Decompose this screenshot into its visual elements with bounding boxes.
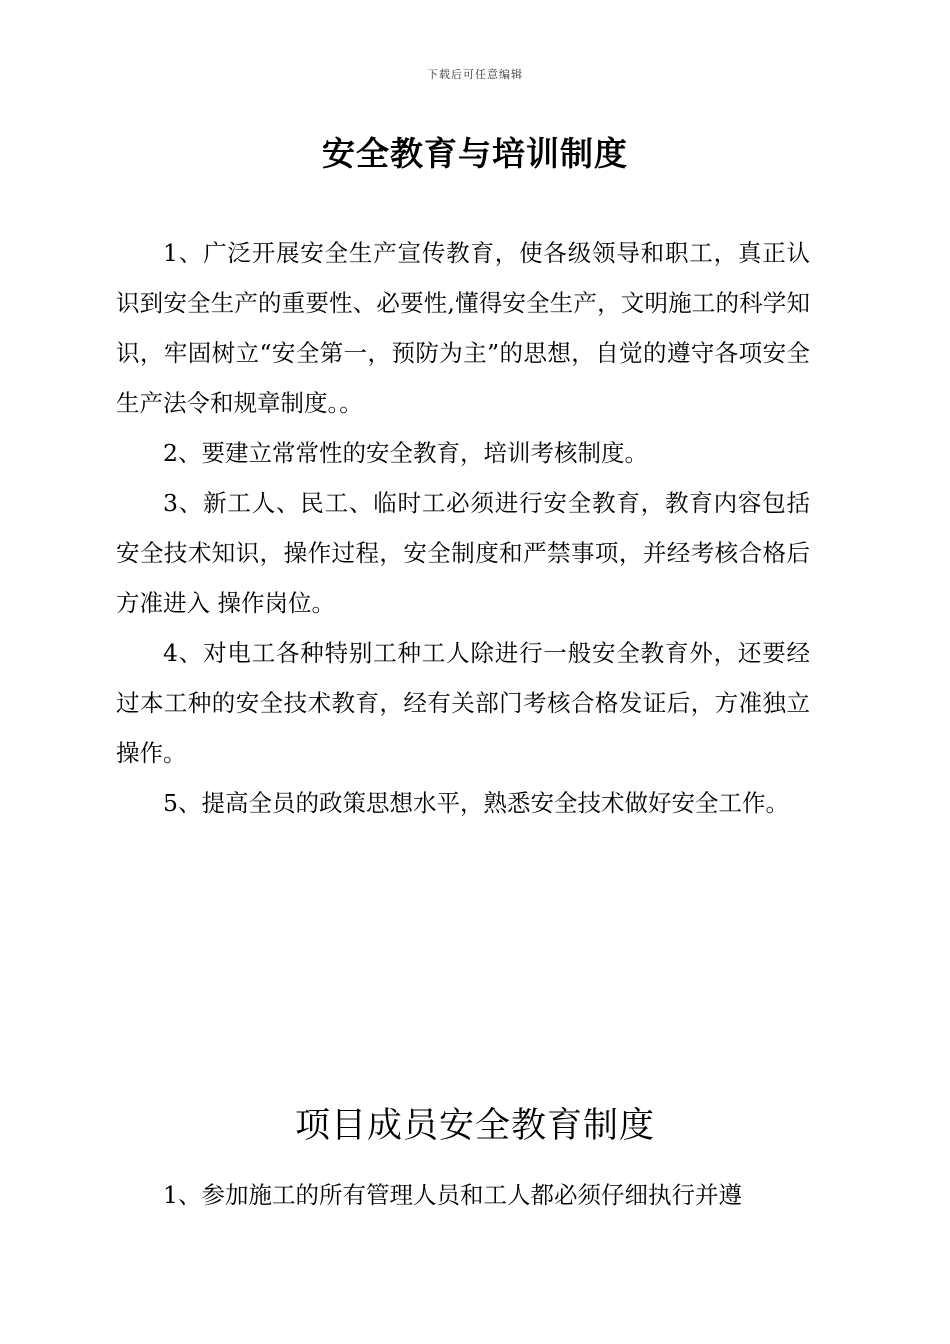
paragraph-item: 2、要建立常常性的安全教育，培训考核制度。	[163, 439, 648, 467]
section-body-safety-training	[116, 228, 810, 828]
paragraph-item: 1、参加施工的所有管理人员和工人都必须仔细执行并遵	[163, 1181, 742, 1209]
paragraph-item: 3、新工人、民工、临时工必须进行安全教育，教育内容包括安全技术知识，操作过程，安全制度和严禁事项，并经考核合格后方准进入 操作岗位。	[116, 489, 810, 617]
section-title-member-education: 项目成员安全教育制度	[294, 1106, 655, 1146]
paragraph-item: 4、对电工各种特别工种工人除进行一般安全教育外，还要经过本工种的安全技术教育，经有关部门考核合格发证后，方准独立操作。	[116, 639, 810, 767]
section-title-safety-training: 安全教育与培训制度	[322, 134, 628, 173]
paragraph-item: 5、提高全员的政策思想水平，熟悉安全技术做好安全工作。	[163, 789, 789, 817]
header-note: 下载后可任意编辑	[427, 68, 523, 81]
section-body-member-education	[116, 1170, 810, 1220]
paragraph-item: 1、广泛开展安全生产宣传教育，使各级领导和职工，真正认识到安全生产的重要性、必要性,懂得安全生产，文明施工的科学知识，牢固树立“安全第一，预防为主”的思想，自觉的遵守各项安全生产法令和规章制度。。	[116, 239, 810, 417]
